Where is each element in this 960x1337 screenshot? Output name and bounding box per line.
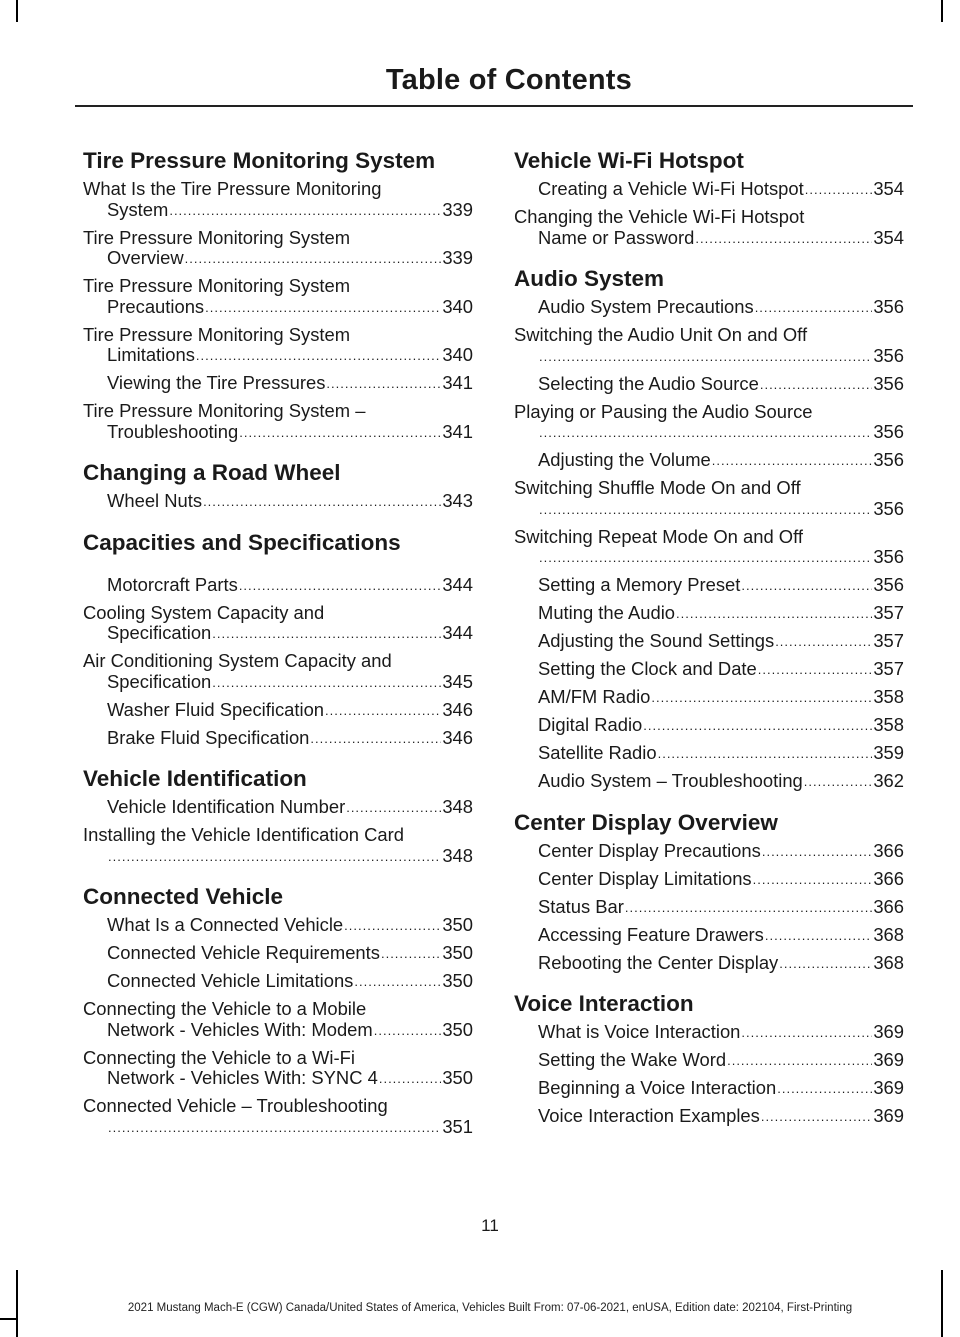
header-rule [75, 105, 913, 107]
entry-title: Creating a Vehicle Wi-Fi Hotspot [538, 178, 804, 199]
toc-entry[interactable] [514, 1078, 904, 1101]
entry-title: Setting a Memory Preset [538, 574, 741, 595]
entry-page-number: 357 [873, 602, 904, 623]
toc-entry[interactable] [514, 1050, 904, 1073]
entry-page-number: 369 [873, 1049, 904, 1070]
toc-entry[interactable] [514, 402, 904, 445]
section-title: Tire Pressure Monitoring System [83, 148, 436, 173]
entry-page-number: 358 [873, 714, 904, 735]
crop-mark-top-left [16, 0, 18, 22]
toc-entry[interactable] [514, 374, 904, 397]
entry-page-number: 345 [442, 670, 473, 692]
entry-title: Beginning a Voice Interaction [538, 1077, 777, 1098]
entry-title: Setting the Clock and Date [538, 658, 757, 679]
dot-leader [727, 1051, 872, 1072]
dot-leader [374, 1021, 442, 1042]
entry-title-line: Tire Pressure Monitoring System [83, 226, 351, 248]
toc-entry[interactable] [83, 276, 473, 319]
entry-title: Connected Vehicle Limitations [107, 970, 354, 991]
entry-page-number: 344 [442, 573, 473, 595]
toc-entry[interactable] [514, 478, 904, 521]
dot-leader [762, 842, 872, 863]
entry-page-number: 344 [442, 622, 473, 643]
toc-entry[interactable] [83, 915, 473, 938]
entry-page-number: 358 [873, 686, 904, 707]
entry-page-number: 351 [442, 1115, 473, 1137]
page-title: Table of Contents [385, 64, 632, 96]
dot-leader [203, 492, 441, 513]
toc-entry[interactable] [83, 228, 473, 271]
dot-leader [676, 604, 872, 625]
dot-leader [539, 423, 872, 444]
toc-entry[interactable] [514, 207, 904, 250]
entry-title: Washer Fluid Specification [107, 698, 325, 720]
entry-title-line: Air Conditioning System Capacity and [83, 650, 392, 671]
toc-section [83, 884, 473, 1139]
entry-page-number: 357 [873, 630, 904, 651]
entry-title: Voice Interaction Examples [538, 1105, 760, 1126]
entry-page-number: 350 [442, 1067, 473, 1088]
entry-page-number: 366 [873, 867, 904, 889]
entry-page-number: 350 [442, 970, 473, 991]
entry-title: Motorcraft Parts [107, 573, 238, 595]
entry-title-line: Switching Shuffle Mode On and Off [514, 477, 801, 498]
entry-title: Adjusting the Volume [538, 449, 711, 470]
dot-leader [212, 673, 441, 694]
dot-leader [755, 298, 873, 319]
dot-leader [354, 972, 441, 993]
entry-page-number: 354 [873, 178, 904, 199]
toc-section [514, 266, 904, 794]
entry-page-number: 339 [442, 247, 473, 268]
dot-leader [239, 423, 441, 444]
entry-page-number: 343 [442, 490, 473, 511]
dot-leader [777, 1079, 872, 1100]
entry-page-number: 356 [873, 372, 904, 394]
toc-entry[interactable] [514, 325, 904, 368]
entry-page-number: 346 [442, 698, 473, 720]
toc-entry[interactable] [514, 953, 904, 976]
entry-title-line: Connecting the Vehicle to a Mobile [83, 998, 367, 1019]
entry-title: Precautions [107, 295, 205, 317]
entry-title: Network - Vehicles With: Modem [107, 1018, 373, 1040]
toc-entry[interactable] [83, 825, 473, 868]
page-number: 11 [481, 1216, 499, 1235]
entry-page-number: 350 [442, 1018, 473, 1040]
entry-page-number: 356 [873, 546, 904, 567]
entry-page-number: 341 [442, 420, 473, 442]
dot-leader [212, 624, 441, 645]
entry-title: Name or Password [538, 226, 695, 248]
entry-page-number: 348 [442, 796, 473, 817]
entry-page-number: 339 [442, 198, 473, 220]
dot-leader [108, 1118, 441, 1139]
entry-page-number: 359 [873, 742, 904, 763]
dot-leader [625, 898, 872, 919]
entry-title-line: Switching the Audio Unit On and Off [514, 324, 808, 345]
crop-mark-top-right [941, 0, 943, 22]
section-title: Voice Interaction [514, 991, 694, 1016]
entry-title: Brake Fluid Specification [107, 726, 310, 748]
entry-title-line: Playing or Pausing the Audio Source [514, 400, 813, 422]
dot-leader [169, 201, 441, 222]
toc-entry[interactable] [514, 659, 904, 682]
entry-title: What is Voice Interaction [538, 1021, 741, 1042]
dot-leader [381, 944, 441, 965]
entry-title: Specification [107, 622, 212, 643]
entry-title: Digital Radio [538, 714, 643, 735]
toc-entry[interactable] [83, 401, 473, 444]
dot-leader [741, 576, 872, 597]
dot-leader [651, 688, 872, 709]
toc-entry[interactable] [83, 1096, 473, 1139]
entry-page-number: 369 [873, 1077, 904, 1098]
entry-page-number: 368 [873, 923, 904, 945]
entry-title: Overview [107, 247, 184, 268]
toc-entry[interactable] [514, 297, 904, 320]
entry-title-line: Cooling System Capacity and [83, 601, 325, 623]
entry-title: Wheel Nuts [107, 490, 203, 511]
toc-entry[interactable] [514, 575, 904, 598]
entry-title: Accessing Feature Drawers [538, 923, 764, 945]
entry-title: Troubleshooting [107, 420, 239, 442]
toc-entry[interactable] [514, 179, 904, 202]
dot-leader [761, 1107, 872, 1128]
entry-page-number: 354 [873, 226, 904, 248]
entry-page-number: 369 [873, 1021, 904, 1042]
crop-mark-bottom-left-h [0, 1318, 18, 1320]
toc-section [83, 766, 473, 868]
entry-title-line: Changing the Vehicle Wi-Fi Hotspot [514, 206, 805, 227]
section-title: Connected Vehicle [83, 884, 284, 909]
dot-leader [658, 744, 873, 765]
toc-section [83, 530, 473, 751]
dot-leader [379, 1069, 441, 1090]
toc-entry[interactable] [83, 373, 473, 396]
entry-title: Center Display Precautions [538, 839, 761, 861]
entry-page-number: 369 [873, 1105, 904, 1126]
entry-title: Network - Vehicles With: SYNC 4 [107, 1067, 378, 1088]
toc-section [83, 148, 473, 444]
toc-entry[interactable] [514, 1022, 904, 1045]
dot-leader [758, 660, 873, 681]
entry-title: System [107, 198, 169, 220]
dot-leader [765, 926, 872, 947]
dot-leader [753, 870, 873, 891]
toc-entry[interactable] [83, 179, 473, 222]
toc-section [514, 991, 904, 1129]
entry-page-number: 348 [442, 844, 473, 866]
entry-title-line: Connecting the Vehicle to a Wi-Fi [83, 1046, 355, 1068]
section-title: Audio System [514, 266, 665, 291]
entry-page-number: 356 [873, 296, 904, 317]
toc-entry[interactable] [83, 325, 473, 368]
entry-title: Setting the Wake Word [538, 1049, 727, 1070]
entry-title-line: Tire Pressure Monitoring System [83, 275, 351, 296]
entry-title: Audio System Precautions [538, 296, 754, 317]
dot-leader [325, 701, 441, 722]
dot-leader [310, 729, 441, 750]
dot-leader [344, 916, 441, 937]
toc-entry[interactable] [514, 603, 904, 626]
entry-title-line: What Is the Tire Pressure Monitoring [83, 178, 382, 199]
dot-leader [346, 798, 441, 819]
dot-leader [741, 1023, 872, 1044]
dot-leader [695, 229, 872, 250]
dot-leader [239, 576, 442, 597]
toc-entry[interactable] [83, 1048, 473, 1091]
footer-text: 2021 Mustang Mach-E (CGW) Canada/United States of America, Vehicles Built From: 07-06-2021, enUSA, Edition date: 202104, First-Printing [127, 1302, 853, 1314]
dot-leader [712, 451, 873, 472]
entry-title: Connected Vehicle Requirements [107, 942, 380, 963]
toc-entry[interactable] [83, 651, 473, 694]
entry-title: Status Bar [538, 895, 624, 917]
entry-title-line: Connected Vehicle – Troubleshooting [83, 1095, 388, 1116]
entry-page-number: 368 [873, 951, 904, 973]
toc-entry[interactable] [83, 971, 473, 994]
dot-leader [775, 632, 872, 653]
entry-page-number: 350 [442, 942, 473, 963]
toc-section [83, 460, 473, 514]
dot-leader [643, 716, 872, 737]
entry-page-number: 340 [442, 344, 473, 365]
dot-leader [205, 298, 441, 319]
section-title: Vehicle Wi-Fi Hotspot [514, 148, 744, 173]
toc-entry[interactable] [514, 1106, 904, 1129]
toc-entry[interactable] [83, 797, 473, 820]
dot-leader [185, 249, 442, 270]
section-title: Capacities and Specifications [83, 529, 401, 555]
entry-title-line: Installing the Vehicle Identification Card [83, 824, 405, 845]
entry-title: Vehicle Identification Number [107, 796, 346, 817]
dot-leader [196, 346, 441, 367]
entry-title: Center Display Limitations [538, 867, 752, 889]
dot-leader [539, 548, 872, 569]
entry-title: Audio System – Troubleshooting [538, 770, 803, 791]
entry-title: What Is a Connected Vehicle [107, 914, 344, 935]
toc-entry[interactable] [83, 943, 473, 966]
toc-entry[interactable] [514, 771, 904, 794]
entry-page-number: 356 [873, 449, 904, 470]
entry-page-number: 341 [442, 372, 473, 393]
entry-page-number: 346 [442, 726, 473, 748]
entry-title-line: Tire Pressure Monitoring System – [83, 400, 366, 421]
toc-entry[interactable] [514, 527, 904, 570]
entry-title: Adjusting the Sound Settings [538, 630, 775, 651]
entry-title: Limitations [107, 344, 195, 365]
entry-page-number: 356 [873, 497, 904, 519]
entry-page-number: 356 [873, 344, 904, 366]
toc-entry[interactable] [514, 450, 904, 473]
toc-section [514, 810, 904, 976]
toc-right-column [514, 148, 904, 1145]
toc-entry[interactable] [514, 631, 904, 654]
section-title: Vehicle Identification [83, 766, 307, 791]
entry-title: Specification [107, 670, 212, 692]
dot-leader [760, 375, 872, 396]
entry-page-number: 366 [873, 895, 904, 917]
entry-title-line: Tire Pressure Monitoring System [83, 323, 351, 345]
toc-entry[interactable] [514, 743, 904, 766]
entry-page-number: 340 [442, 295, 473, 317]
toc-entry[interactable] [83, 728, 473, 751]
dot-leader [108, 847, 441, 868]
entry-title: AM/FM Radio [538, 686, 651, 707]
toc-entry[interactable] [514, 841, 904, 864]
section-title: Center Display Overview [514, 809, 778, 835]
entry-page-number: 366 [873, 839, 904, 861]
entry-page-number: 357 [873, 658, 904, 679]
toc-entry[interactable] [83, 700, 473, 723]
entry-page-number: 356 [873, 574, 904, 595]
entry-page-number: 362 [873, 770, 904, 791]
entry-title: Rebooting the Center Display [538, 951, 779, 973]
dot-leader [804, 772, 873, 793]
entry-title-line: Switching Repeat Mode On and Off [514, 525, 803, 547]
dot-leader [779, 954, 872, 975]
toc-entry[interactable] [83, 603, 473, 646]
toc-entry[interactable] [514, 897, 904, 920]
entry-title: Viewing the Tire Pressures [107, 372, 326, 393]
toc-entry[interactable] [514, 925, 904, 948]
toc-entry[interactable] [83, 575, 473, 598]
section-title: Changing a Road Wheel [83, 460, 341, 485]
toc-entry[interactable] [514, 869, 904, 892]
toc-entry[interactable] [514, 715, 904, 738]
dot-leader [539, 347, 872, 368]
entry-page-number: 350 [442, 914, 473, 935]
toc-entry[interactable] [514, 687, 904, 710]
entry-title: Selecting the Audio Source [538, 372, 759, 394]
dot-leader [539, 500, 872, 521]
toc-entry[interactable] [83, 999, 473, 1042]
entry-title: Muting the Audio [538, 602, 676, 623]
dot-leader [326, 374, 441, 395]
toc-section [514, 148, 904, 250]
entry-title: Satellite Radio [538, 742, 657, 763]
toc-entry[interactable] [83, 491, 473, 514]
entry-page-number: 356 [873, 421, 904, 442]
toc-left-column [83, 148, 473, 1155]
dot-leader [805, 180, 873, 201]
